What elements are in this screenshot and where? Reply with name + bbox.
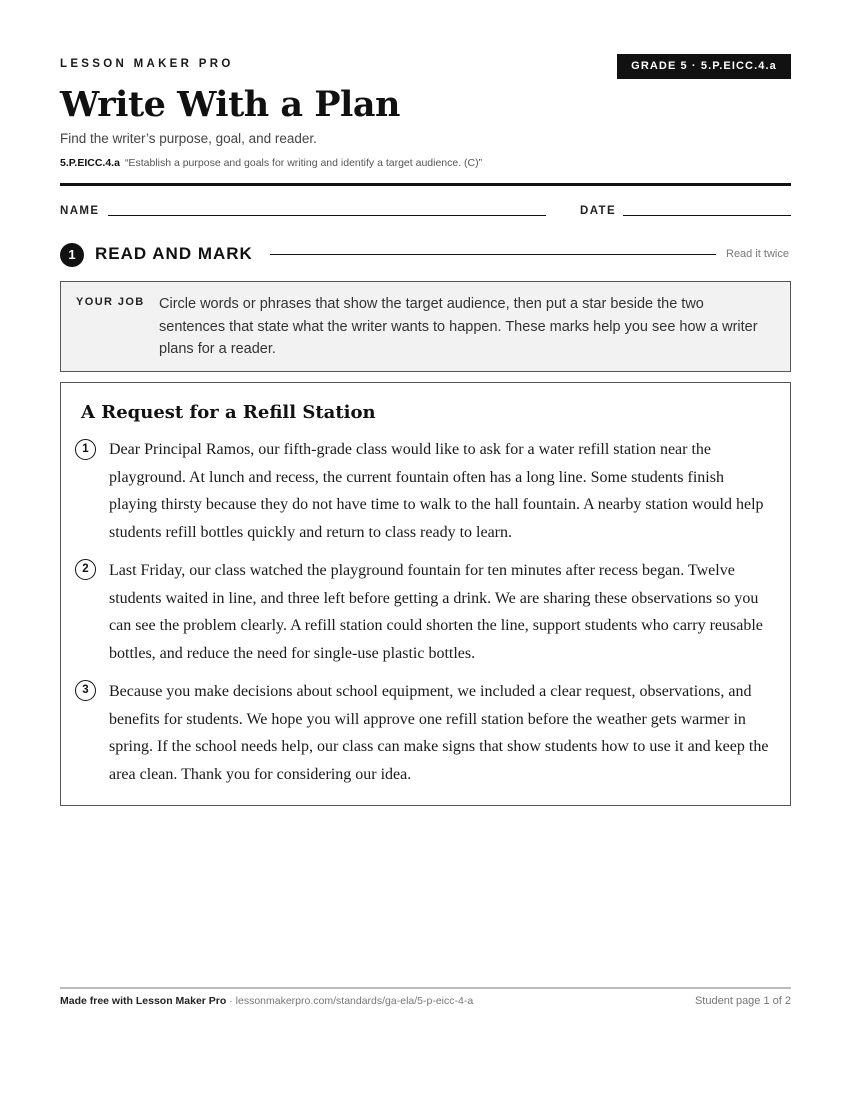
- footer-separator: ·: [226, 995, 236, 1007]
- standard-code: 5.P.EICC.4.a: [60, 157, 120, 169]
- name-field[interactable]: [108, 215, 546, 216]
- header-divider: [60, 183, 791, 186]
- standard-text: “Establish a purpose and goals for writing and identify a target audience. (C)”: [124, 157, 483, 169]
- footer-divider: [60, 987, 791, 989]
- worksheet-title: Write With a Plan: [60, 84, 400, 125]
- date-field[interactable]: [623, 215, 791, 216]
- section-divider: [270, 254, 716, 255]
- passage-title: A Request for a Refill Station: [81, 402, 376, 423]
- paragraph-number: 3: [75, 680, 96, 701]
- paragraph-text: Because you make decisions about school equipment, we included a clear request, observations, and benefits for students. We hope you will approve one refill station before the weather gets warmer in spring. If the school needs help, our class can make signs that show students how to use it and keep the area clean. Thank you for considering our idea.: [109, 683, 769, 783]
- brand-name: LESSON MAKER PRO: [60, 58, 234, 70]
- footer-credit: [60, 995, 473, 1007]
- paragraph-number: 2: [75, 559, 96, 580]
- grade-badge: GRADE 5 · 5.P.EICC.4.a: [617, 54, 791, 79]
- name-label: NAME: [60, 205, 100, 217]
- paragraph-text: Dear Principal Ramos, our fifth-grade class would like to ask for a water refill station near the playground. At lunch and recess, the current fountain often has a long line. Some students finish playing thirsty because they do not have time to walk to the hall fountain. A nearby station would help students refill bottles quickly and return to class ready to learn.: [109, 441, 764, 541]
- footer-page-number: Student page 1 of 2: [694, 995, 791, 1007]
- paragraph-number: 1: [75, 439, 96, 460]
- section-title: READ AND MARK: [95, 244, 253, 263]
- footer-url[interactable]: lessonmakerpro.com/standards/ga-ela/5-p-eicc-4-a: [235, 995, 474, 1007]
- your-job-box: [60, 281, 791, 372]
- your-job-label: YOUR JOB: [76, 296, 145, 308]
- passage-box: [60, 382, 791, 806]
- worksheet-subtitle: Find the writer’s purpose, goal, and reader.: [60, 131, 317, 146]
- standard-line: [60, 157, 482, 169]
- paragraph-text: Last Friday, our class watched the playground fountain for ten minutes after recess began. Twelve students waited in line, and three left before getting a drink. We are sharing these observations so you can see the problem clearly. A refill station could shorten the line, support students who carry reusable bottles, and reduce the need for single-use plastic bottles.: [109, 562, 763, 662]
- section-number-badge: 1: [60, 243, 84, 267]
- date-label: DATE: [580, 205, 617, 217]
- your-job-text: Circle words or phrases that show the target audience, then put a star beside the two sentences that state what the writer wants to happen. These marks help you see how a writer plans for a reader.: [159, 296, 758, 357]
- section-hint: Read it twice: [726, 248, 789, 260]
- footer-made-with: Made free with Lesson Maker Pro: [60, 995, 227, 1007]
